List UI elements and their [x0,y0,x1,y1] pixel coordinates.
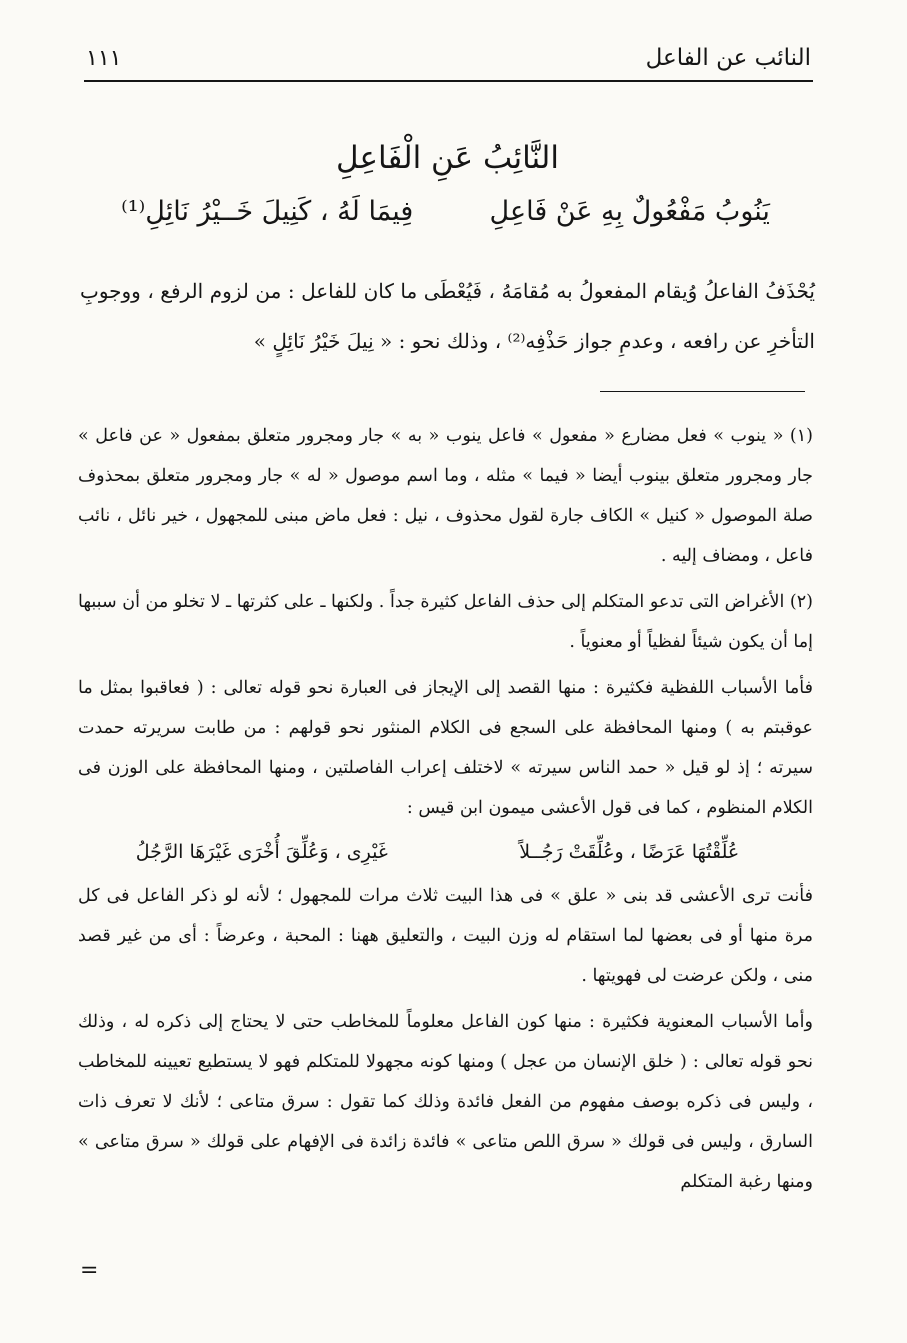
footnote-2-verbal-reasons: فأما الأسباب اللفظية فكثيرة : منها القصد إلى الإيجاز فى العبارة نحو قوله تعالى : ( فعاقبوا بمثل ما عوقبتم به ) ومنها المحافظة على السجع فى الكلام المنثور نحو قولهم : من طابت سريرته حمدت سيرته ؛ إذ لو قيل « حمد الناس سيرته » لاختلف إعراب الفاصلتين ، ومنها المحافظة على الوزن فى الكلام المنظوم ، كما فى قول الأعشى ميمون ابن قيس : [78,678,813,818]
running-title: النائب عن الفاعل [645,45,811,71]
header-rule [84,80,813,82]
section-title: النَّائِبُ عَنِ الْفَاعِلِ [336,140,559,176]
footnote-2-semantic-reasons: وأما الأسباب المعنوية فكثيرة : منها كون الفاعل معلوماً للمخاطب حتى لا يحتاج إلى ذكره له ، وذلك نحو قوله تعالى : ( خلق الإنسان من عجل ) ومنها كونه مجهولا للمتكلم فهو لا يستطيع تعيينه للمخاطب ، وليس فى ذكره بوصف مفهوم من الفعل فائدة وذلك كما تقول : سرق متاعى ؛ لأنك لا تعرف ذات السارق ، وليس فى قولك « سرق اللص متاعى » فائدة زائدة فى الإفهام على قولك « سرق متاعى » ومنها رغبة المتكلم [78,1012,813,1192]
main-text [80,266,815,366]
footnote-1: (١) « ينوب » فعل مضارع « مفعول » فاعل ينوب « به » جار ومجرور متعلق بمفعول « عن فاعل » جار ومجرور متعلق بينوب أيضا « فيما » مثله ، وما اسم موصول « له » جار ومجرور متعلق بمحذوف صلة الموصول « كنيل » الكاف جارة لقول محذوف ، نيل : فعل ماض مبنى للمجهول ، خير نائل ، نائب فاعل ، ومضاف إليه . [78,426,813,566]
footnote-2-poem-comment: فأنت ترى الأعشى قد بنى « علق » فى هذا البيت ثلاث مرات للمجهول ؛ لأنه لو ذكر الفاعل فى كل مرة منها أو فى بعضها لما استقام له وزن البيت ، والتعليق ههنا : المحبة ، وعرضاً : أى من غير قصد منى ، ولكن عرضت لى فهويتها . [78,886,813,986]
alfiya-verse [86,186,811,236]
continuation-mark: = [80,1258,99,1283]
poem-hemistich-2: غَيْرِى ، وَعُلِّقَ أُخْرَى غَيْرَهَا الرَّجُلُ [135,841,388,863]
footnote-2-intro: (٢) الأغراض التى تدعو المتكلم إلى حذف الفاعل كثيرة جداً . ولكنها ـ على كثرتها ـ لا تخلو من أن سببها إما أن يكون شيئاً لفظياً أو معنوياً . [78,592,813,652]
page-number: ١١١ [86,45,122,71]
page-header [86,38,811,78]
main-paragraph: يُحْذَفُ الفاعلُ وُيقام المفعولُ به مُقامَهُ ، فَيُعْطَى ما كان للفاعل : من لزوم الرفع ، ووجوبِ التأخرِ عن رافعه ، وعدمِ جواز حَذْفِه⁽²⁾ ، وذلك نحو : « نِيلَ خَيْرُ نَائِلٍ » [80,279,815,353]
poem-hemistich-1: عُلِّقْتُهَا عَرَضًا ، وعُلِّقَتْ رَجُــلاً [519,841,740,863]
footnotes [78,416,813,1202]
footnote-poem [78,828,813,876]
verse-hemistich-1: يَنُوبُ مَفْعُولٌ بِهِ عَنْ فَاعِلِ [489,195,770,227]
footnote-separator [600,391,805,392]
verse-hemistich-2: فِيمَا لَهُ ، كَنِيلَ خَــيْرُ نَائِلِ⁽¹⁾ [121,195,414,227]
